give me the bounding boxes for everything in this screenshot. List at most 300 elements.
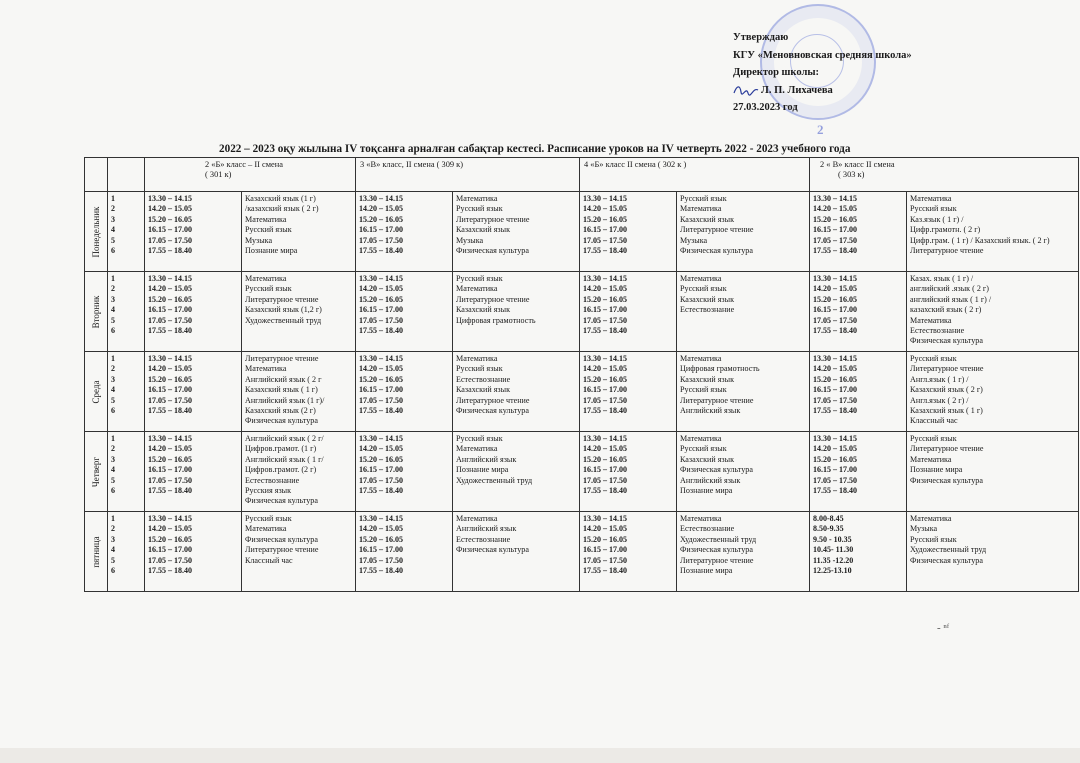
lesson-subject: Математика xyxy=(245,364,287,374)
schedule-header-row xyxy=(85,158,1079,192)
lesson-number: 6 xyxy=(111,406,115,416)
lesson-subject: Художественный труд xyxy=(456,475,533,485)
header-class xyxy=(810,158,1079,192)
lesson-subject: Литературное чтение xyxy=(910,246,984,256)
lesson-times-cell xyxy=(145,272,242,352)
lesson-subject: Казахский язык xyxy=(680,454,735,464)
lesson-time: 16.15 – 17.00 xyxy=(359,225,404,235)
lesson-time: 14.20 – 15.05 xyxy=(148,284,192,294)
lesson-time: 17.55 – 18.40 xyxy=(583,566,628,576)
lesson-time: 15.20 – 16.05 xyxy=(583,454,628,464)
lesson-number: 4 xyxy=(111,545,115,555)
lesson-subject: Математика xyxy=(910,194,952,203)
lesson-subject: Цифров.грамот. (1 г) xyxy=(245,444,317,454)
lesson-time: 17.55 – 18.40 xyxy=(813,406,858,416)
lesson-subject: Русский язык xyxy=(456,204,503,214)
lesson-subject: Естествознание xyxy=(680,524,735,534)
lesson-time: 16.15 – 17.00 xyxy=(359,305,404,315)
lesson-time: 17.55 – 18.40 xyxy=(148,326,192,336)
lesson-subject: Цифровая грамотность xyxy=(456,315,536,325)
lesson-subject: Музыка xyxy=(245,235,273,245)
lesson-times-cell xyxy=(810,352,907,432)
lesson-number: 4 xyxy=(111,225,115,235)
day-name: Понедельник xyxy=(90,206,101,257)
lesson-subject: Физическая культура xyxy=(680,246,753,256)
lesson-subject: Литературное чтение xyxy=(245,354,319,363)
lesson-number-cell xyxy=(108,192,145,272)
lesson-time: 17.05 – 17.50 xyxy=(583,395,628,405)
lesson-time: 15.20 – 16.05 xyxy=(813,214,858,224)
lesson-subject: Математика xyxy=(910,514,952,523)
lesson-time: 17.55 – 18.40 xyxy=(583,246,628,256)
lesson-subjects-cell xyxy=(677,352,810,432)
lesson-subject: Литературное чтение xyxy=(245,294,319,304)
lesson-time: 15.20 – 16.05 xyxy=(359,454,404,464)
lesson-subject: Музыка xyxy=(910,524,938,534)
lesson-time: 15.20 – 16.05 xyxy=(813,374,858,384)
lesson-time: 15.20 – 16.05 xyxy=(148,454,192,464)
approval-line-school: КГУ «Меновновская средняя школа» xyxy=(733,49,912,61)
lesson-subject: Казахский язык xyxy=(456,225,511,235)
schedule-table xyxy=(84,157,1079,592)
scan-mark: - ⁿᶠ xyxy=(937,622,950,634)
lesson-subject: Русский язык xyxy=(680,284,727,294)
lesson-time: 13.30 – 14.15 xyxy=(148,274,192,283)
lesson-time: 11.35 -12.20 xyxy=(813,555,854,565)
lesson-time: 16.15 – 17.00 xyxy=(359,465,404,475)
lesson-subject: Казахский язык ( 1 г) xyxy=(910,406,983,416)
lesson-time: 17.05 – 17.50 xyxy=(583,475,628,485)
lesson-subject: Физическая культура xyxy=(245,534,318,544)
lesson-time: 16.15 – 17.00 xyxy=(148,465,192,475)
lesson-subject: Русский язык xyxy=(680,385,727,395)
class-name: 3 «В» класс, II смена ( 309 к) xyxy=(360,160,464,169)
lesson-subject: Математика xyxy=(456,354,498,363)
lesson-number: 2 xyxy=(111,444,115,454)
lesson-time: 17.05 – 17.50 xyxy=(148,395,192,405)
lesson-subjects-cell xyxy=(907,192,1079,272)
lesson-times-cell xyxy=(356,512,453,592)
lesson-time: 13.30 – 14.15 xyxy=(813,274,858,283)
lesson-subject: Англ.язык ( 1 г) / xyxy=(910,374,969,384)
day-name: Среда xyxy=(90,380,101,403)
lesson-time: 15.20 – 16.05 xyxy=(813,294,858,304)
lesson-subject: Казахский язык (1 г) xyxy=(245,194,316,203)
lesson-times-cell xyxy=(580,432,677,512)
lesson-time: 16.15 – 17.00 xyxy=(148,305,192,315)
lesson-subject: Познание мира xyxy=(680,486,733,496)
approval-line-signature xyxy=(733,82,983,100)
class-name: 2 « В» класс II смена xyxy=(820,160,895,169)
lesson-subjects-cell xyxy=(453,432,580,512)
lesson-subject: Естествознание xyxy=(910,326,965,336)
lesson-subject: Цифровая грамотность xyxy=(680,364,760,374)
lesson-time: 15.20 – 16.05 xyxy=(359,534,404,544)
lesson-time: 13.30 – 14.15 xyxy=(583,194,628,203)
lesson-time: 14.20 – 15.05 xyxy=(148,524,192,534)
lesson-times-cell xyxy=(810,432,907,512)
lesson-time: 14.20 – 15.05 xyxy=(148,364,192,374)
lesson-number-cell xyxy=(108,272,145,352)
lesson-time: 15.20 – 16.05 xyxy=(148,294,192,304)
lesson-subjects-cell xyxy=(677,432,810,512)
day-name-cell xyxy=(85,352,108,432)
lesson-time: 17.55 – 18.40 xyxy=(359,246,404,256)
lesson-number: 3 xyxy=(111,534,115,544)
lesson-times-cell xyxy=(580,352,677,432)
lesson-number: 6 xyxy=(111,486,115,496)
lesson-time: 13.30 – 14.15 xyxy=(359,274,404,283)
lesson-subject: казахский язык ( 2 г) xyxy=(910,305,982,315)
lesson-time: 17.05 – 17.50 xyxy=(359,235,404,245)
lesson-time: 14.20 – 15.05 xyxy=(813,284,858,294)
schedule-day-row xyxy=(85,432,1079,512)
lesson-subject: Английский язык xyxy=(456,454,517,464)
lesson-subject: Естествознание xyxy=(456,374,511,384)
lesson-subjects-cell xyxy=(242,432,356,512)
schedule-day-row xyxy=(85,512,1079,592)
lesson-subject: Естествознание xyxy=(456,534,511,544)
lesson-time: 13.30 – 14.15 xyxy=(813,434,858,443)
lesson-number: 2 xyxy=(111,204,115,214)
lesson-time: 14.20 – 15.05 xyxy=(359,444,404,454)
lesson-number: 4 xyxy=(111,465,115,475)
lesson-time: 17.55 – 18.40 xyxy=(148,406,192,416)
lesson-time: 13.30 – 14.15 xyxy=(148,434,192,443)
day-name: пятница xyxy=(90,535,101,568)
lesson-subject: Литературное чтение xyxy=(245,545,319,555)
lesson-subject: Литературное чтение xyxy=(456,214,530,224)
lesson-time: 13.30 – 14.15 xyxy=(148,354,192,363)
lesson-time: 9.50 - 10.35 xyxy=(813,534,852,544)
lesson-subject: английский язык ( 1 г) / xyxy=(910,294,992,304)
lesson-time: 8.00-8.45 xyxy=(813,514,844,523)
schedule-day-row xyxy=(85,192,1079,272)
lesson-time: 13.30 – 14.15 xyxy=(359,354,404,363)
lesson-subject: Познание мира xyxy=(245,246,298,256)
lesson-times-cell xyxy=(145,192,242,272)
lesson-time: 17.55 – 18.40 xyxy=(148,246,192,256)
lesson-time: 13.30 – 14.15 xyxy=(359,194,404,203)
lesson-subject: Математика xyxy=(456,194,498,203)
lesson-time: 14.20 – 15.05 xyxy=(148,204,192,214)
lesson-number: 6 xyxy=(111,566,115,576)
lesson-subject: Английский язык ( 1 г/ xyxy=(245,454,324,464)
lesson-time: 16.15 – 17.00 xyxy=(813,225,858,235)
lesson-subject: Казахский язык xyxy=(456,305,511,315)
lesson-subject: Физическая культура xyxy=(245,416,318,426)
header-day xyxy=(85,158,108,192)
lesson-time: 17.55 – 18.40 xyxy=(813,326,858,336)
lesson-time: 15.20 – 16.05 xyxy=(813,454,858,464)
lesson-time: 17.05 – 17.50 xyxy=(148,555,192,565)
lesson-subject: Русския язык xyxy=(245,486,292,496)
lesson-subject: Английский язык ( 2 г xyxy=(245,374,322,384)
lesson-time: 15.20 – 16.05 xyxy=(148,214,192,224)
lesson-subject: Математика xyxy=(245,214,287,224)
lesson-subject: Русский язык xyxy=(680,194,727,203)
lesson-subject: Русский язык xyxy=(910,354,957,363)
lesson-times-cell xyxy=(580,512,677,592)
lesson-subject: Математика xyxy=(456,514,498,523)
lesson-times-cell xyxy=(145,432,242,512)
lesson-time: 14.20 – 15.05 xyxy=(583,204,628,214)
lesson-time: 17.55 – 18.40 xyxy=(359,326,404,336)
lesson-time: 13.30 – 14.15 xyxy=(148,514,192,523)
lesson-time: 14.20 – 15.05 xyxy=(359,284,404,294)
lesson-time: 15.20 – 16.05 xyxy=(148,534,192,544)
lesson-subject: Физическая культура xyxy=(680,465,753,475)
schedule-body xyxy=(85,192,1079,592)
lesson-number: 4 xyxy=(111,305,115,315)
lesson-time: 17.05 – 17.50 xyxy=(813,235,858,245)
lesson-time: 14.20 – 15.05 xyxy=(359,364,404,374)
lesson-subject: Казахский язык ( 2 г) xyxy=(910,385,983,395)
lesson-subject: Литературное чтение xyxy=(680,395,754,405)
lesson-number: 3 xyxy=(111,214,115,224)
lesson-subjects-cell xyxy=(453,192,580,272)
lesson-subject: Английский язык ( 2 г/ xyxy=(245,434,324,443)
lesson-subject: Физическая культура xyxy=(910,555,983,565)
lesson-time: 14.20 – 15.05 xyxy=(813,204,858,214)
lesson-subject: Казахский язык xyxy=(680,294,735,304)
header-class xyxy=(145,158,356,192)
lesson-time: 17.55 – 18.40 xyxy=(583,406,628,416)
lesson-times-cell xyxy=(810,192,907,272)
lesson-time: 17.55 – 18.40 xyxy=(359,566,404,576)
lesson-time: 14.20 – 15.05 xyxy=(813,444,858,454)
lesson-subjects-cell xyxy=(242,272,356,352)
lesson-time: 14.20 – 15.05 xyxy=(359,524,404,534)
signature-scribble xyxy=(733,84,759,96)
lesson-subject: Математика xyxy=(910,315,952,325)
lesson-subject: Естествознание xyxy=(245,475,300,485)
lesson-subject: Математика xyxy=(680,354,722,363)
lesson-subjects-cell xyxy=(242,352,356,432)
lesson-time: 17.05 – 17.50 xyxy=(583,235,628,245)
lesson-time: 14.20 – 15.05 xyxy=(583,524,628,534)
lesson-time: 13.30 – 14.15 xyxy=(583,354,628,363)
lesson-subject: Цифров.грамот. (2 г) xyxy=(245,465,317,475)
lesson-number: 3 xyxy=(111,454,115,464)
lesson-time: 16.15 – 17.00 xyxy=(583,225,628,235)
header-num xyxy=(108,158,145,192)
lesson-number: 4 xyxy=(111,385,115,395)
lesson-subject: Литературное чтение xyxy=(680,225,754,235)
lesson-subject: Русский язык xyxy=(245,225,292,235)
lesson-number: 1 xyxy=(111,434,115,443)
lesson-time: 17.55 – 18.40 xyxy=(359,406,404,416)
lesson-time: 15.20 – 16.05 xyxy=(359,214,404,224)
lesson-time: 16.15 – 17.00 xyxy=(583,465,628,475)
lesson-subject: Литературное чтение xyxy=(910,444,984,454)
lesson-number: 6 xyxy=(111,246,115,256)
lesson-subject: Естествознание xyxy=(680,305,735,315)
lesson-subjects-cell xyxy=(453,512,580,592)
lesson-time: 16.15 – 17.00 xyxy=(813,465,858,475)
lesson-subject: Русский язык xyxy=(680,444,727,454)
lesson-time: 16.15 – 17.00 xyxy=(583,305,628,315)
lesson-subject: Английский язык (1 г)/ xyxy=(245,395,325,405)
approval-line-date: 27.03.2023 год xyxy=(733,102,798,113)
lesson-time: 14.20 – 15.05 xyxy=(583,444,628,454)
lesson-time: 15.20 – 16.05 xyxy=(583,294,628,304)
lesson-subject: Музыка xyxy=(456,235,484,245)
schedule-day-row xyxy=(85,352,1079,432)
header-class xyxy=(580,158,810,192)
lesson-time: 13.30 – 14.15 xyxy=(359,434,404,443)
lesson-subject: Казахский язык ( 1 г) xyxy=(245,385,318,395)
lesson-time: 15.20 – 16.05 xyxy=(583,214,628,224)
lesson-subject: английский .язык ( 2 г) xyxy=(910,284,989,294)
lesson-subject: Художественный труд xyxy=(680,534,757,544)
lesson-subject: Математика xyxy=(245,524,287,534)
day-name-cell xyxy=(85,192,108,272)
lesson-subject: Русский язык xyxy=(456,364,503,374)
lesson-subject: Русский язык xyxy=(456,274,503,283)
lesson-number-cell xyxy=(108,352,145,432)
lesson-time: 17.05 – 17.50 xyxy=(583,555,628,565)
lesson-time: 16.15 – 17.00 xyxy=(583,385,628,395)
lesson-time: 16.15 – 17.00 xyxy=(148,225,192,235)
lesson-subject: Русский язык xyxy=(245,514,292,523)
lesson-time: 14.20 – 15.05 xyxy=(583,364,628,374)
lesson-subject: Художественный труд xyxy=(910,545,987,555)
lesson-subject: Художественный труд xyxy=(245,315,322,325)
lesson-time: 15.20 – 16.05 xyxy=(583,374,628,384)
lesson-time: 16.15 – 17.00 xyxy=(148,545,192,555)
lesson-number: 3 xyxy=(111,374,115,384)
lesson-subject: Математика xyxy=(245,274,287,283)
lesson-subject: Физическая культура xyxy=(245,496,318,506)
lesson-subject: Литературное чтение xyxy=(680,555,754,565)
lesson-subjects-cell xyxy=(907,352,1079,432)
lesson-subject: Литературное чтение xyxy=(456,395,530,405)
lesson-time: 17.05 – 17.50 xyxy=(148,475,192,485)
lesson-time: 17.05 – 17.50 xyxy=(359,475,404,485)
lesson-subject: Математика xyxy=(456,284,498,294)
lesson-subject: Казах. язык ( 1 г) / xyxy=(910,274,974,283)
lesson-time: 10.45- 11.30 xyxy=(813,545,854,555)
lesson-time: 17.05 – 17.50 xyxy=(813,395,858,405)
lesson-subject: Физическая культура xyxy=(456,406,529,416)
lesson-time: 12.25-13.10 xyxy=(813,566,852,576)
class-name: 2 «Б» класс – II смена xyxy=(205,160,283,169)
lesson-time: 15.20 – 16.05 xyxy=(583,534,628,544)
lesson-time: 8.50-9.35 xyxy=(813,524,844,534)
lesson-time: 17.05 – 17.50 xyxy=(813,475,858,485)
lesson-time: 13.30 – 14.15 xyxy=(583,274,628,283)
day-name-cell xyxy=(85,272,108,352)
lesson-number: 1 xyxy=(111,194,115,203)
lesson-subjects-cell xyxy=(242,512,356,592)
lesson-time: 17.05 – 17.50 xyxy=(813,315,858,325)
lesson-times-cell xyxy=(145,512,242,592)
lesson-subject: Познание мира xyxy=(680,566,733,576)
lesson-time: 15.20 – 16.05 xyxy=(148,374,192,384)
lesson-number: 6 xyxy=(111,326,115,336)
lesson-times-cell xyxy=(580,272,677,352)
lesson-times-cell xyxy=(356,352,453,432)
lesson-subject: Казахский язык xyxy=(680,214,735,224)
lesson-number: 1 xyxy=(111,514,115,523)
lesson-subject: Литературное чтение xyxy=(456,294,530,304)
lesson-time: 17.55 – 18.40 xyxy=(813,486,858,496)
lesson-subject: Казахский язык xyxy=(680,374,735,384)
lesson-time: 14.20 – 15.05 xyxy=(148,444,192,454)
lesson-subject: Математика xyxy=(680,434,722,443)
lesson-number: 2 xyxy=(111,364,115,374)
lesson-subject: Казахский язык xyxy=(456,385,511,395)
lesson-subject: Казахский язык (1,2 г) xyxy=(245,305,322,315)
scan-edge xyxy=(0,748,1080,763)
schedule-day-row xyxy=(85,272,1079,352)
lesson-number: 2 xyxy=(111,524,115,534)
lesson-time: 15.20 – 16.05 xyxy=(359,294,404,304)
stamp-number: 2 xyxy=(817,122,824,137)
lesson-time: 17.55 – 18.40 xyxy=(583,486,628,496)
lesson-subject: Физическая культура xyxy=(910,336,983,346)
page-title: 2022 – 2023 оқу жылына IV тоқсанға арналған сабақтар кестесі. Расписание уроков на IV четверть 2022 - 2023 учебного года xyxy=(219,143,851,155)
lesson-subjects-cell xyxy=(242,192,356,272)
lesson-time: 16.15 – 17.00 xyxy=(813,305,858,315)
approval-line-director: Директор школы: xyxy=(733,67,820,78)
lesson-subjects-cell xyxy=(907,432,1079,512)
lesson-subject: Цифр.грамотн. ( 2 г) xyxy=(910,225,981,235)
class-name: 4 «Б» класс II смена ( 302 к ) xyxy=(584,160,687,169)
lesson-number: 5 xyxy=(111,475,115,485)
lesson-subject: Познание мира xyxy=(456,465,509,475)
day-name-cell xyxy=(85,432,108,512)
lesson-time: 17.05 – 17.50 xyxy=(148,235,192,245)
lesson-time: 17.55 – 18.40 xyxy=(148,566,192,576)
lesson-time: 16.15 – 17.00 xyxy=(148,385,192,395)
lesson-subject: /казахский язык ( 2 г) xyxy=(245,204,319,214)
lesson-times-cell xyxy=(356,192,453,272)
lesson-time: 17.05 – 17.50 xyxy=(583,315,628,325)
lesson-subject: Русский язык xyxy=(245,284,292,294)
lesson-time: 17.05 – 17.50 xyxy=(359,555,404,565)
lesson-subjects-cell xyxy=(907,512,1079,592)
lesson-subject: Литературное чтение xyxy=(910,364,984,374)
lesson-subject: Казахский язык (2 г) xyxy=(245,406,316,416)
lesson-number: 5 xyxy=(111,315,115,325)
lesson-time: 16.15 – 17.00 xyxy=(813,385,858,395)
lesson-times-cell xyxy=(810,512,907,592)
lesson-subject: Русский язык xyxy=(910,434,957,443)
lesson-times-cell xyxy=(356,432,453,512)
lesson-time: 14.20 – 15.05 xyxy=(583,284,628,294)
lesson-number-cell xyxy=(108,432,145,512)
lesson-subject: Английский язык xyxy=(680,475,741,485)
lesson-times-cell xyxy=(810,272,907,352)
day-name: Четверг xyxy=(90,456,101,487)
lesson-subject: Английский язык xyxy=(456,524,517,534)
lesson-number: 5 xyxy=(111,395,115,405)
lesson-time: 13.30 – 14.15 xyxy=(148,194,192,203)
lesson-time: 16.15 – 17.00 xyxy=(583,545,628,555)
lesson-subject: Физическая культура xyxy=(910,475,983,485)
lesson-time: 14.20 – 15.05 xyxy=(813,364,858,374)
approval-block xyxy=(733,29,983,117)
day-name: Вторник xyxy=(90,295,101,328)
lesson-subject: Математика xyxy=(456,444,498,454)
lesson-time: 17.55 – 18.40 xyxy=(148,486,192,496)
lesson-subjects-cell xyxy=(677,192,810,272)
lesson-number: 5 xyxy=(111,555,115,565)
lesson-subjects-cell xyxy=(677,272,810,352)
lesson-subject: Классный час xyxy=(910,416,958,426)
